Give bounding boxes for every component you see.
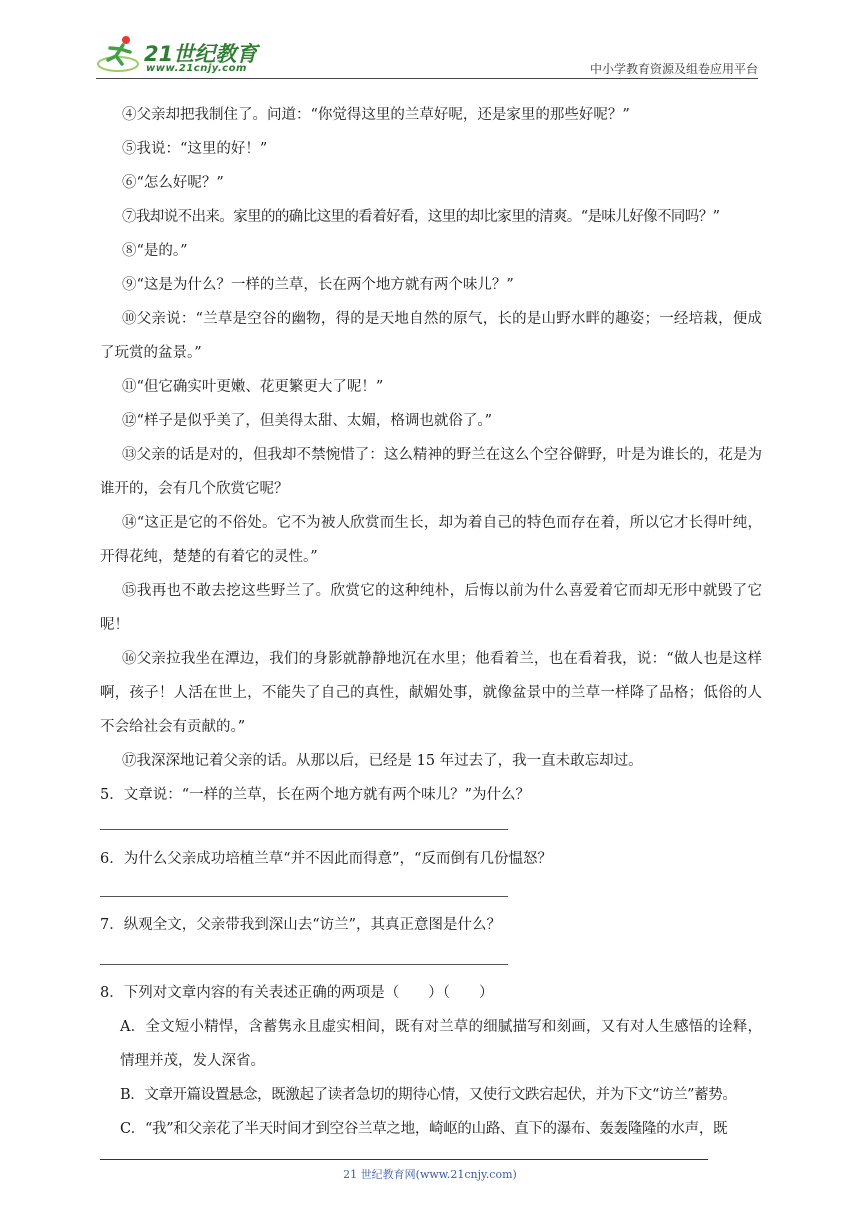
question-8: 8．下列对文章内容的有关表述正确的两项是（ ）（ ） — [100, 985, 494, 1001]
paragraph-17: ⑰我深深地记着父亲的话。从那以后，已经是 15 年过去了，我一直未敢忘却过。 — [122, 753, 643, 769]
runner-logo-icon — [96, 34, 144, 74]
paragraph-9: ⑨“这是为什么？一样的兰草，长在两个地方就有两个味儿？” — [122, 277, 514, 293]
paragraph-11: ⑪“但它确实叶更嫩、花更繁更大了呢！” — [122, 379, 384, 395]
answer-line-6[interactable] — [100, 896, 508, 897]
paragraph-13: ⑬父亲的话是对的，但我却不禁惋惜了：这么精神的野兰在这么个空谷僻野，叶是为谁长的，花是为谁开的，会有几个欣赏它呢？ — [100, 447, 762, 497]
option-b: B．文章开篇设置悬念，既激起了读者急切的期待心情，又使行文跌宕起伏，并为下文“访兰”蓄势。 — [120, 1087, 737, 1103]
option-c: C．“我”和父亲花了半天时间才到空谷兰草之地，崎岖的山路、直下的瀑布、轰轰隆隆的水声，既 — [120, 1121, 728, 1137]
paragraph-5: ⑤我说：“这里的好！” — [122, 141, 268, 157]
question-5: 5．文章说：“一样的兰草，长在两个地方就有两个味儿？”为什么？ — [100, 787, 531, 803]
site-logo[interactable] — [96, 34, 276, 76]
paragraph-6: ⑥“怎么好呢？” — [122, 175, 224, 191]
question-7: 7．纵观全文，父亲带我到深山去“访兰”，其真正意图是什么？ — [100, 917, 502, 933]
paragraph-7: ⑦我却说不出来。家里的的确比这里的看着好看，这里的却比家里的清爽。“是味儿好像不同吗？” — [122, 209, 720, 225]
logo-url: www.21cnjy.com — [146, 63, 247, 74]
platform-label: 中小学教育资源及组卷应用平台 — [589, 62, 758, 76]
header-divider — [96, 78, 758, 79]
paragraph-12: ⑫“样子是似乎美了，但美得太甜、太媚，格调也就俗了。” — [122, 413, 493, 429]
paragraph-14: ⑭“这正是它的不俗处。它不为被人欣赏而生长，却为着自己的特色而存在着，所以它才长得叶纯，开得花纯，楚楚的有着它的灵性。” — [100, 515, 762, 565]
footer-divider — [100, 1159, 708, 1160]
paragraph-4: ④父亲却把我制住了。问道：“你觉得这里的兰草好呢，还是家里的那些好呢？” — [122, 107, 630, 123]
option-a: A．全文短小精悍，含蓄隽永且虚实相间，既有对兰草的细腻描写和刻画，又有对人生感悟的诠释，情理并茂，发人深省。 — [120, 1019, 762, 1069]
footer-link[interactable]: 21 世纪教育网(www.21cnjy.com) — [343, 1168, 517, 1181]
paragraph-8: ⑧“是的。” — [122, 243, 188, 259]
page-header — [96, 26, 758, 78]
logo-title: 21世纪教育 — [144, 42, 258, 66]
paragraph-16: ⑯父亲拉我坐在潭边，我们的身影就静静地沉在水里；他看着兰，也在看着我，说：“做人也是这样啊，孩子！人活在世上，不能失了自己的真性，献媚处事，就像盆景中的兰草一样降了品格；低俗的人不会给社会有贡献的。” — [100, 651, 762, 735]
answer-line-5[interactable] — [100, 829, 508, 830]
paragraph-15: ⑮我再也不敢去挖这些野兰了。欣赏它的这种纯朴，后悔以前为什么喜爱着它而却无形中就毁了它呢！ — [100, 583, 762, 633]
answer-line-7[interactable] — [100, 964, 508, 965]
question-6: 6．为什么父亲成功培植兰草“并不因此而得意”，“反而倒有几份愠怒？ — [100, 851, 552, 867]
paragraph-10: ⑩父亲说：“兰草是空谷的幽物，得的是天地自然的原气，长的是山野水畔的趣姿；一经培栽，便成了玩赏的盆景。” — [100, 311, 762, 361]
